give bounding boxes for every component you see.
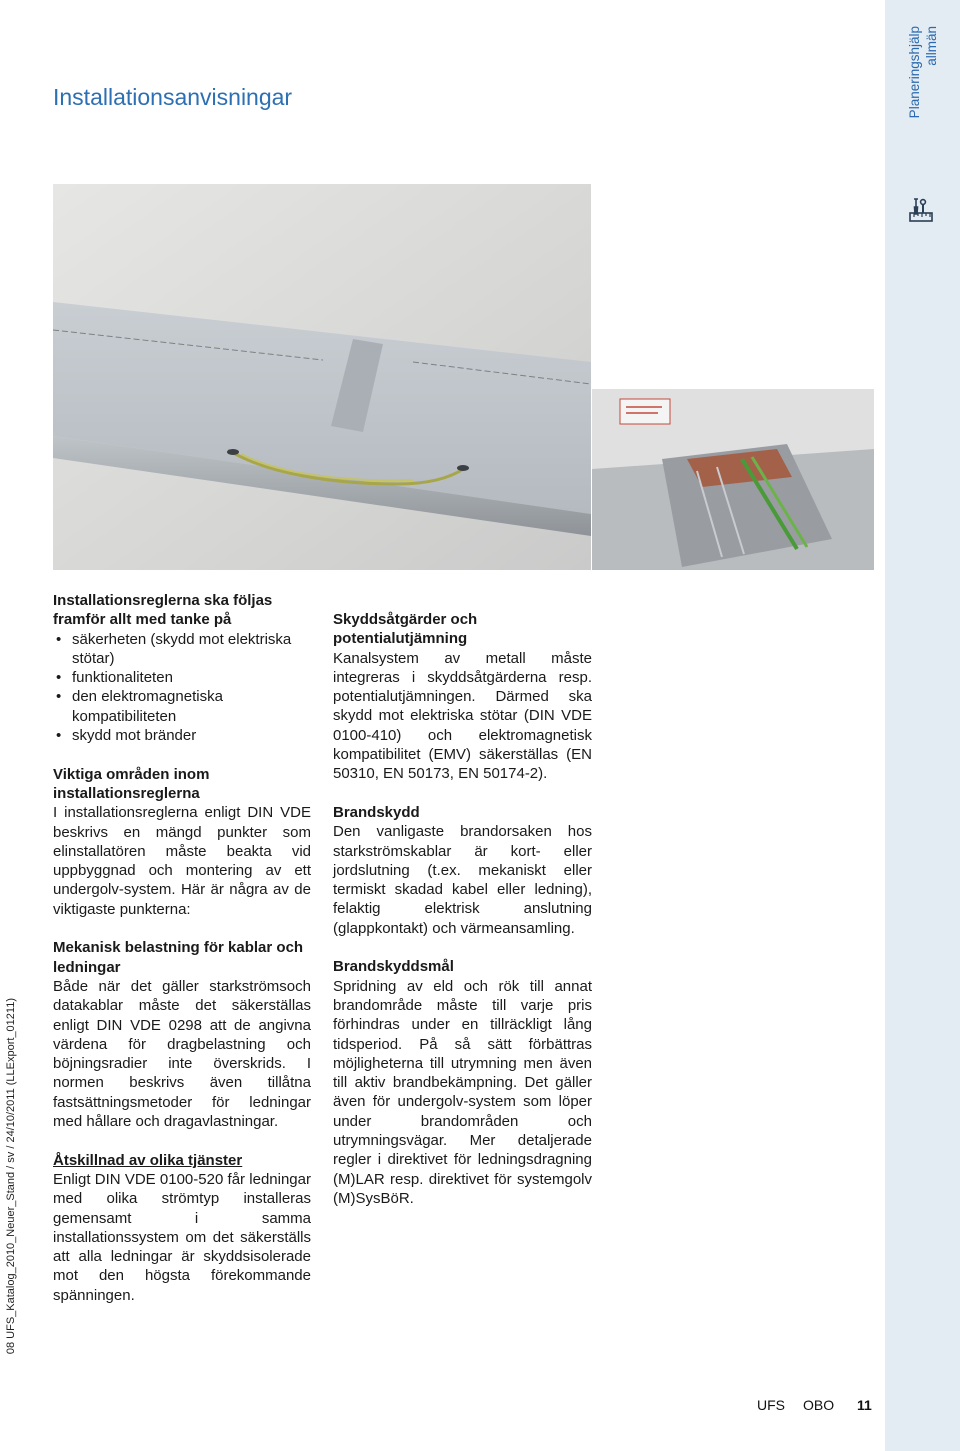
rules-bullet-list [53,630,311,746]
column-left [53,591,311,1305]
sidebar-title-line2: allmän [924,26,939,66]
print-metadata [0,1000,20,1360]
fire-protection-paragraph: Den vanligaste brandorsaken hos starkströmskablar är kort- eller jordslutning (t.ex. mekaniskt eller termiskt skadad kabel eller ledning), felaktig elektrisk anslutning (glappkontakt) och värmeansamling. [333,823,592,937]
list-item: • den elektromagnetiska kompatibiliteten [53,687,311,726]
areas-heading: Viktiga områden inom installationsreglerna [53,765,210,802]
footer-brand-ufs: UFS [757,1397,785,1413]
fire-goal-heading: Brandskyddsmål [333,958,454,976]
protection-paragraph: Kanalsystem av metall måste integreras i skyddsåtgärderna resp. potentialutjämningen. Därmed ska skydd mot elektriska stötar (DIN VDE 0100-410) och elektromagnetisk kompatibilitet (EMV) säkerställas (EN 50310, EN 50173, EN 50174-2). [333,649,592,783]
page-number: 11 [857,1397,872,1413]
fire-protection-heading: Brandskydd [333,803,420,821]
footer-brand-obo: OBO [803,1397,835,1413]
mechanical-load-paragraph: Både när det gäller starkströmsoch datakablar måste det säkerställas enligt DIN VDE 0298 att de angivna värdena för dragbelastning och böjningsradier inte överskrids. I normen beskrivs även tillåtna fastsättningsmetoder för ledningar med hållare och dragavlastningar. [53,977,311,1131]
underfloor-duct-photo [53,184,591,570]
print-metadata-text: 08 UFS_Katalog_2010_Neuer_Stand / sv / 24/10/2011 (LLExport_01211) [5,998,17,1355]
protection-heading: Skyddsåtgärder och potentialutjämning [333,611,478,648]
column-right [333,610,592,1208]
mechanical-load-heading: Mekanisk belastning för kablar och ledningar [53,939,304,976]
list-item: • säkerheten (skydd mot elektriska stötar) [53,630,311,669]
separation-paragraph: Enligt DIN VDE 0100-520 får ledningar med olika strömtyp installeras gemensamt i samma installationssystem om det säkerställs att alla ledningar är skyddsisolerade mot den högsta förekommande spänningen. [53,1170,311,1304]
sidebar-title [888,20,958,170]
underfloor-duct-illustration [53,184,591,570]
list-item: • skydd mot bränder [53,726,311,745]
list-item: • funktionaliteten [53,668,311,687]
separation-heading: Åtskillnad av olika tjänster [53,1151,243,1169]
intro-heading: Installationsreglerna ska följas framför allt med tanke på [53,592,273,629]
sidebar-title-line1: Planeringshjälp [907,26,922,119]
fire-goal-paragraph: Spridning av eld och rök till annat brandområde måste till varje pris förhindras under en tillräckligt lång tidsperiod. På så sätt förbättras möjligheterna till utrymning men även till aktiv brandbekämpning. Det gäller även för undergolv-system som löper under brandområden och utrymningsvägar. Mer detaljerade regler i direktivet för ledningsdragning (M)LAR resp. direktivet för systemgolv (M)SysBöR. [333,977,592,1207]
floor-box-photo [592,389,874,570]
areas-paragraph: I installationsreglerna enligt DIN VDE beskrivs en mängd punkter som elinstallatören måste beakta vid uppbyggnad och montering av ett undergolv-system. Här är några av de viktigaste punkterna: [53,804,311,918]
page-title: Installationsanvisningar [53,84,293,110]
tools-ruler-icon [907,198,935,224]
floor-box-illustration [592,389,874,570]
